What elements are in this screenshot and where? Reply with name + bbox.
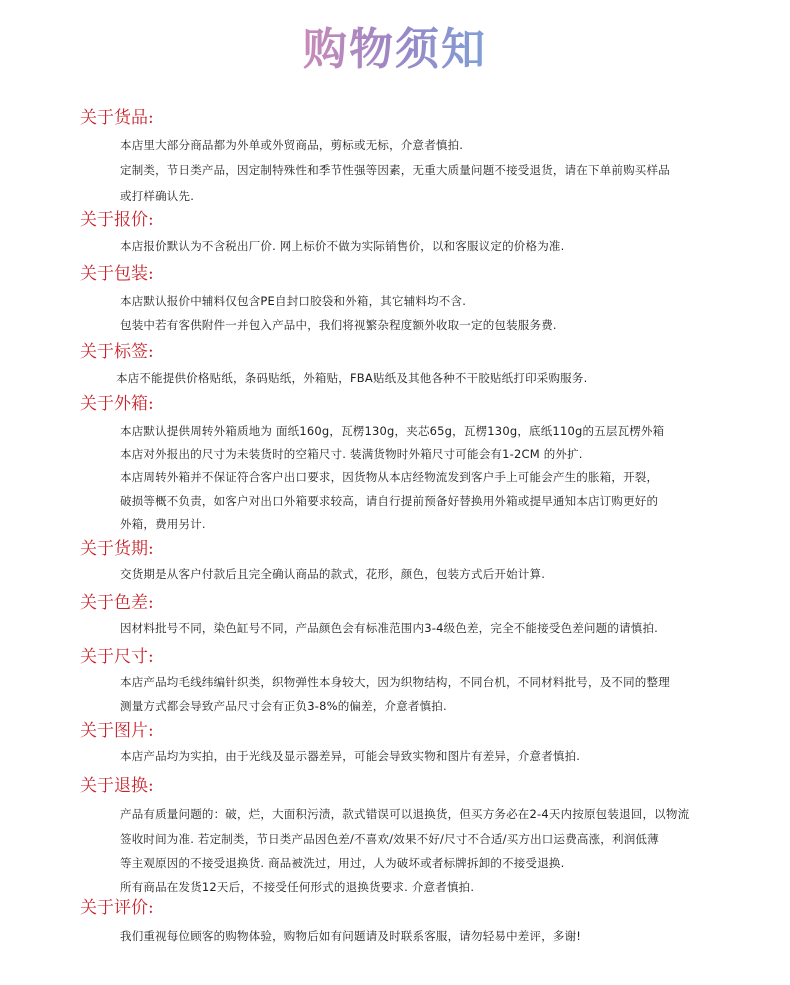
- section-text-line: 外箱，费用另计.: [120, 517, 206, 531]
- section-text-line: 本店默认提供周转外箱质地为 面纸160g，瓦楞130g，夹芯65g，瓦楞130g，底纸110g的五层瓦楞外箱: [120, 424, 665, 438]
- section-text-line: 破损等概不负责，如客户对出口外箱要求较高，请自行提前预备好替换用外箱或提早通知本店订购更好的: [120, 494, 659, 508]
- section-text-line: 本店里大部分商品都为外单或外贸商品，剪标或无标，介意者慎拍.: [120, 138, 464, 152]
- section-heading: 关于评价:: [80, 898, 154, 918]
- section-text-line: 包装中若有客供附件一并包入产品中，我们将视繁杂程度额外收取一定的包装服务费.: [120, 318, 557, 332]
- section-heading: 关于报价:: [80, 210, 154, 230]
- section-text-line: 定制类，节日类产品，因定制特殊性和季节性强等因素，无重大质量问题不接受退货，请在下单前购买样品: [120, 163, 670, 177]
- section-text-line: 因材料批号不同，染色缸号不同，产品颜色会有标准范围内3-4级色差，完全不能接受色差问题的请慎拍.: [120, 621, 659, 635]
- section-heading: 关于退换:: [80, 776, 154, 796]
- section-heading: 关于尺寸:: [80, 647, 154, 667]
- section-text-line: 本店周转外箱并不保证符合客户出口要求，因货物从本店经物流发到客户手上可能会产生的胀箱，开裂，: [120, 470, 659, 484]
- section-heading: 关于包装:: [80, 264, 154, 284]
- section-text-line: 签收时间为准. 若定制类，节日类产品因色差/不喜欢/效果不好/尺寸不合适/买方出口运费高涨，利润低薄: [120, 832, 659, 846]
- section-heading: 关于图片:: [80, 721, 154, 741]
- section-text-line: 本店产品均毛线纬编针织类，织物弹性本身较大，因为织物结构，不同台机，不同材料批号，及不同的整理: [120, 675, 670, 689]
- section-text-line: 本店产品均为实拍，由于光线及显示器差异，可能会导致实物和图片有差异，介意者慎拍.: [120, 749, 581, 763]
- section-text-line: 本店不能提供价格贴纸，条码贴纸，外箱贴，FBA贴纸及其他各种不干胶贴纸打印采购服务.: [116, 371, 588, 385]
- section-text-line: 我们重视每位顾客的购物体验，购物后如有问题请及时联系客服，请勿轻易中差评，多谢!: [120, 929, 582, 943]
- section-text-line: 或打样确认先.: [120, 189, 195, 203]
- page-title: 购物须知: [303, 24, 487, 75]
- section-text-line: 交货期是从客户付款后且完全确认商品的款式，花形，颜色，包装方式后开始计算.: [120, 567, 546, 581]
- section-text-line: 测量方式都会导致产品尺寸会有正负3-8%的偏差，介意者慎拍.: [120, 699, 447, 713]
- section-text-line: 等主观原因的不接受退换货. 商品被洗过，用过，人为破坏或者标牌拆卸的不接受退换.: [120, 856, 565, 870]
- section-text-line: 本店报价默认为不含税出厂价. 网上标价不做为实际销售价，以和客服议定的价格为准.: [120, 239, 565, 253]
- section-text-line: 所有商品在发货12天后，不接受任何形式的退换货要求. 介意者慎拍.: [120, 880, 475, 894]
- section-text-line: 本店默认报价中辅料仅包含PE自封口胶袋和外箱，其它辅料均不含.: [120, 294, 467, 308]
- section-heading: 关于货期:: [80, 539, 154, 559]
- section-text-line: 本店对外报出的尺寸为未装货时的空箱尺寸. 装满货物时外箱尺寸可能会有1-2CM 的外扩.: [120, 447, 583, 461]
- section-heading: 关于外箱:: [80, 394, 154, 414]
- section-heading: 关于货品:: [80, 108, 154, 128]
- section-text-line: 产品有质量问题的：破，烂，大面积污渍，款式错误可以退换货，但买方务必在2-4天内按原包装退回，以物流: [120, 807, 690, 821]
- section-heading: 关于标签:: [80, 342, 154, 362]
- section-heading: 关于色差:: [80, 593, 154, 613]
